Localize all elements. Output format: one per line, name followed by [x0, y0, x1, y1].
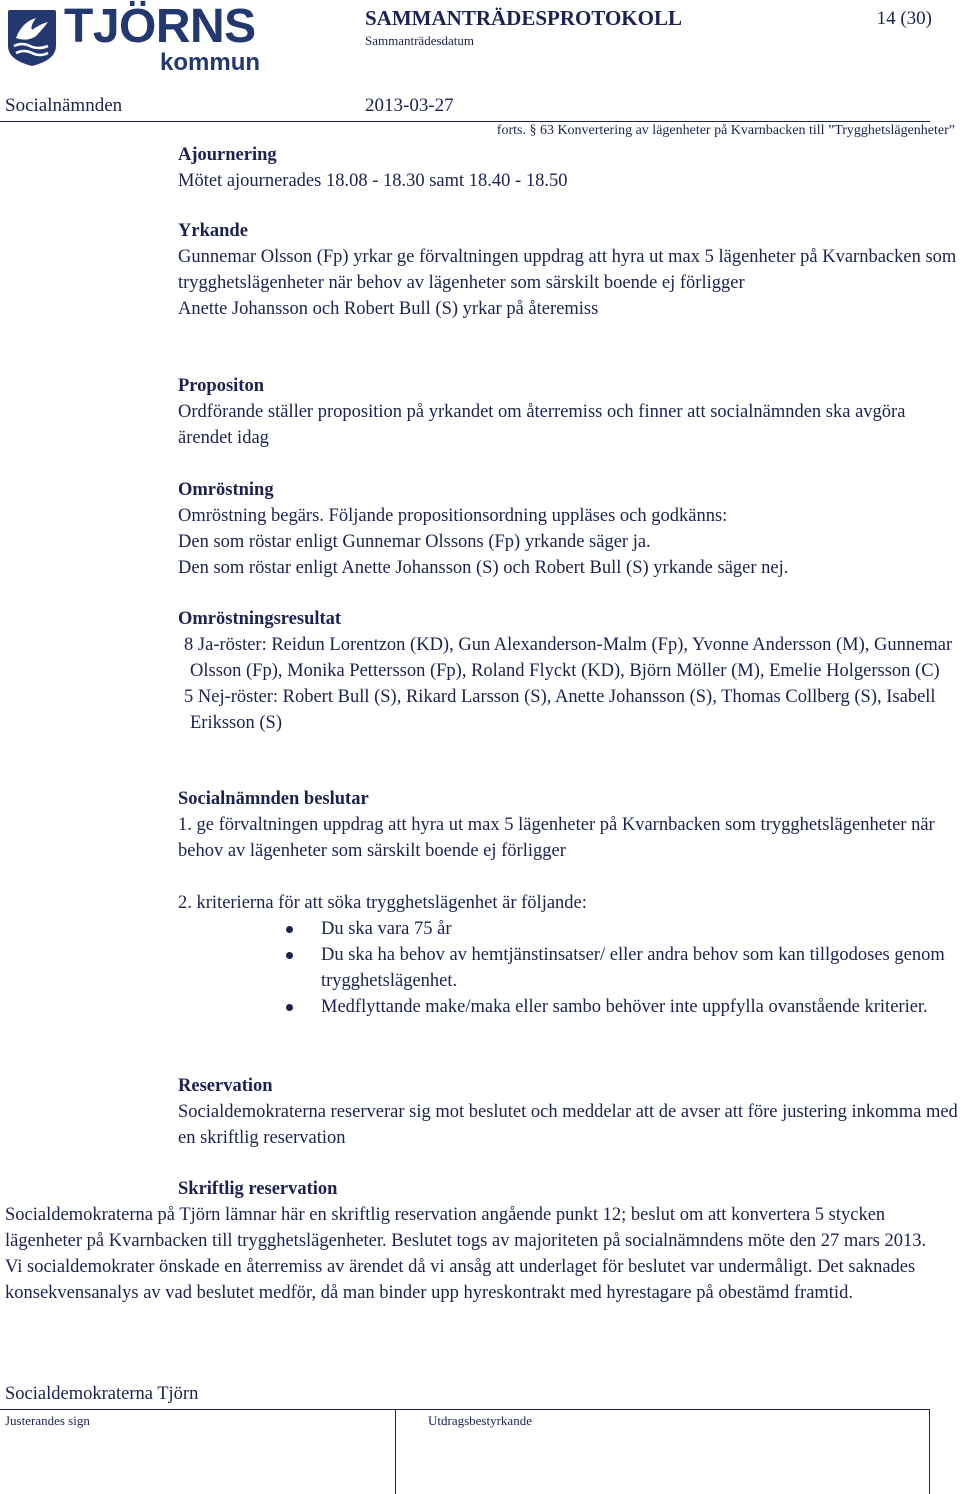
tjorn-crest-icon [6, 8, 58, 68]
paragraph: Socialdemokraterna på Tjörn lämnar här en skriftlig reservation angående punkt 12; beslut om att konvertera 5 stycken lägenheter på Kvarnbacken till trygghetslägenheter. Beslutet togs av majoriteten på socialnämndens möte den 27 mars 2013. [5, 1205, 927, 1251]
section-omrostning [178, 477, 958, 581]
section-heading: Skriftlig reservation [178, 1179, 338, 1199]
section-heading: Ajournering [178, 145, 277, 165]
paragraph: Den som röstar enligt Gunnemar Olssons (Fp) yrkande säger ja. [178, 532, 651, 552]
criteria-item [178, 916, 958, 942]
committee-name: Socialnämnden [5, 95, 123, 116]
criteria-text: Du ska ha behov av hemtjänstinsatser/ eller andra behov som kan tillgodoses genom trygghetslägenhet. [321, 945, 945, 991]
section-heading: Reservation [178, 1076, 273, 1096]
section-beslut [178, 786, 958, 1020]
section-heading: Yrkande [178, 221, 248, 241]
criteria-list [178, 916, 958, 1020]
date-label: Sammanträdesdatum [365, 33, 475, 48]
section-ajournering [178, 142, 958, 194]
paragraph: Anette Johansson och Robert Bull (S) yrkar på återemiss [178, 299, 599, 319]
footer-sign-label: Justerandes sign [5, 1413, 90, 1428]
section-reservation [178, 1073, 958, 1151]
logo-wordmark: TJÖRNS [64, 0, 256, 53]
footer-divider [395, 1409, 396, 1494]
decision-point-1: 1. ge förvaltningen uppdrag att hyra ut max 5 lägenheter på Kvarnbacken som trygghetslägenheter när behov av lägenheter som särskilt boende ej förligger [178, 815, 935, 861]
footer-rule [0, 1409, 930, 1410]
bullet-icon [286, 952, 293, 959]
criteria-item [178, 994, 958, 1020]
page-number: 14 (30) [876, 8, 932, 29]
section-proposition [178, 373, 958, 451]
criteria-text: Du ska vara 75 år [321, 919, 452, 939]
paragraph: Mötet ajournerades 18.08 - 18.30 samt 18.40 - 18.50 [178, 171, 568, 191]
footer-divider [929, 1409, 930, 1494]
written-reservation-body [5, 1202, 955, 1306]
footer-certify-label: Utdragsbestyrkande [428, 1413, 532, 1428]
signature: Socialdemokraterna Tjörn [5, 1384, 199, 1404]
yes-votes: 8 Ja-röster: Reidun Lorentzon (KD), Gun Alexanderson-Malm (Fp), Yvonne Andersson (M), Gunnemar Olsson (Fp), Monika Pettersson (Fp), Roland Flyckt (KD), Björn Möller (M), Emelie Holgersson (C) [184, 635, 953, 681]
paragraph: Den som röstar enligt Anette Johansson (S) och Robert Bull (S) yrkande säger nej. [178, 558, 789, 578]
criteria-item [178, 942, 958, 994]
criteria-text: Medflyttande make/maka eller sambo behöver inte uppfylla ovanstående kriterier. [321, 997, 928, 1017]
bullet-icon [286, 926, 293, 933]
meeting-date: 2013-03-27 [365, 95, 454, 116]
paragraph: Vi socialdemokrater önskade en återremiss av ärendet då vi ansåg att underlaget för beslutet var undermåligt. Det saknades konsekvensanalys av vad beslutet medför, då man binder upp hyreskontrakt med hyrestagare på obestämd framtid. [5, 1257, 916, 1303]
section-heading: Omröstningsresultat [178, 609, 342, 629]
section-yrkande [178, 218, 958, 322]
section-heading: Propositon [178, 376, 265, 396]
section-heading: Omröstning [178, 480, 274, 500]
logo-subtitle: kommun [160, 49, 261, 76]
paragraph: Socialdemokraterna reserverar sig mot beslutet och meddelar att de avser att före justering inkomma med en skriftlig reservation [178, 1102, 958, 1148]
spacer [178, 864, 958, 890]
section-resultat [178, 606, 958, 736]
paragraph: Ordförande ställer proposition på yrkandet om återremiss och finner att socialnämnden ska avgöra ärendet idag [178, 402, 906, 448]
document-title: SAMMANTRÄDESPROTOKOLL [365, 6, 682, 30]
section-skriftlig [178, 1176, 958, 1202]
section-heading: Socialnämnden beslutar [178, 789, 369, 809]
paragraph: Gunnemar Olsson (Fp) yrkar ge förvaltningen uppdrag att hyra ut max 5 lägenheter på Kvarnbacken som trygghetslägenheter när behov av lägenheter som särskilt boende ej förligger [178, 247, 957, 293]
paragraph: Omröstning begärs. Följande propositionsordning uppläses och godkänns: [178, 506, 728, 526]
no-votes: 5 Nej-röster: Robert Bull (S), Rikard Larsson (S), Anette Johansson (S), Thomas Collberg (S), Isabell Eriksson (S) [184, 687, 936, 733]
decision-point-2: 2. kriterierna för att söka trygghetslägenhet är följande: [178, 893, 587, 913]
bullet-icon [286, 1004, 293, 1011]
continuation-line: forts. § 63 Konvertering av lägenheter på Kvarnbacken till ”Trygghetslägenheter” [496, 123, 955, 138]
